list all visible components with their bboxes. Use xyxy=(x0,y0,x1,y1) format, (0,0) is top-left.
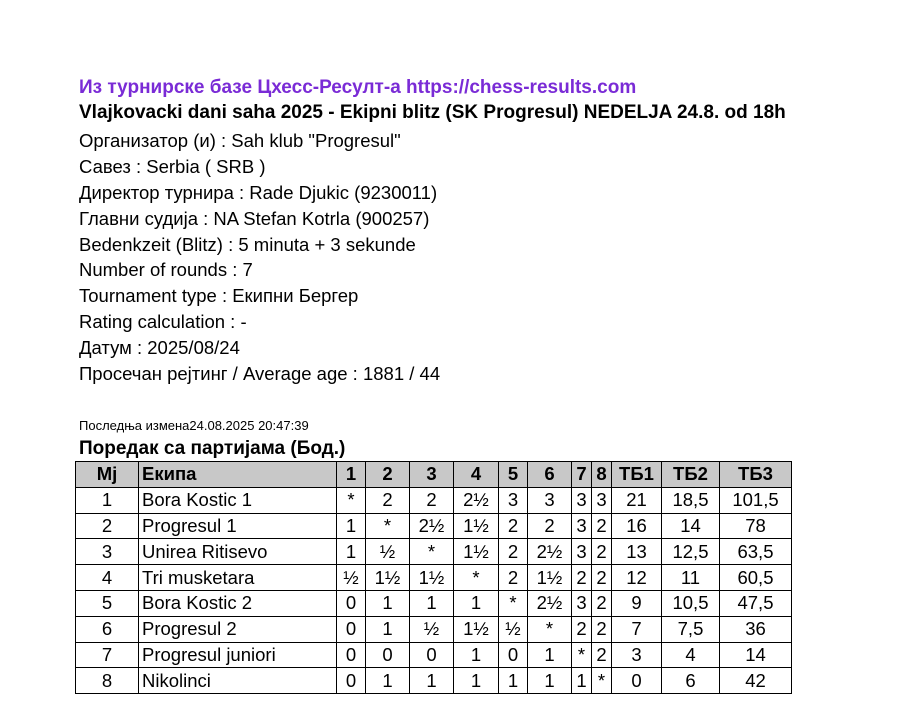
score-cell: 18,5 xyxy=(662,487,720,513)
score-cell: 63,5 xyxy=(720,539,792,565)
rank-cell: 5 xyxy=(76,590,139,616)
score-cell: 3 xyxy=(572,539,592,565)
score-cell: ½ xyxy=(499,616,528,642)
rank-cell: 1 xyxy=(76,487,139,513)
score-cell: 1 xyxy=(528,642,572,668)
score-cell: ½ xyxy=(337,565,366,591)
score-cell: 2 xyxy=(572,565,592,591)
section-title: Поредак са партијама (Бод.) xyxy=(79,438,346,459)
last-update: Последња измена24.08.2025 20:47:39 xyxy=(79,418,309,433)
score-cell: 1 xyxy=(366,668,410,694)
score-cell: 10,5 xyxy=(662,590,720,616)
info-average: Просечан рејтинг / Average age : 1881 / 44 xyxy=(79,363,441,385)
score-cell: 2½ xyxy=(528,539,572,565)
score-cell: 0 xyxy=(337,642,366,668)
rank-cell: 3 xyxy=(76,539,139,565)
score-cell: 1 xyxy=(454,668,499,694)
score-cell: 3 xyxy=(499,487,528,513)
score-cell: * xyxy=(572,642,592,668)
score-cell: 1½ xyxy=(454,513,499,539)
info-director: Директор турнира : Rade Djukic (9230011) xyxy=(79,181,438,203)
score-cell: * xyxy=(337,487,366,513)
score-cell: 1 xyxy=(499,668,528,694)
info-organizer: Организатор (и) : Sah klub "Progresul" xyxy=(79,130,401,151)
score-cell: 0 xyxy=(337,616,366,642)
score-cell: ½ xyxy=(410,616,454,642)
score-cell: 3 xyxy=(572,487,592,513)
score-cell: 14 xyxy=(662,513,720,539)
score-cell: 1½ xyxy=(528,565,572,591)
team-name-cell: Nikolinci xyxy=(139,668,337,694)
score-cell: 0 xyxy=(337,668,366,694)
column-header: ТБ2 xyxy=(662,462,720,488)
score-cell: 36 xyxy=(720,616,792,642)
score-cell: 7 xyxy=(612,616,662,642)
score-cell: 1½ xyxy=(366,565,410,591)
score-cell: 1 xyxy=(454,642,499,668)
score-cell: 1½ xyxy=(454,539,499,565)
column-header: 2 xyxy=(366,462,410,488)
score-cell: 2 xyxy=(592,590,612,616)
score-cell: 1 xyxy=(454,590,499,616)
source-line: Из турнирске базе Цхесс-Ресулт-а https://chess-results.com xyxy=(79,77,637,98)
table-row xyxy=(76,642,792,668)
score-cell: 9 xyxy=(612,590,662,616)
table-row xyxy=(76,590,792,616)
score-cell: 1½ xyxy=(454,616,499,642)
score-cell: 2½ xyxy=(410,513,454,539)
column-header: 4 xyxy=(454,462,499,488)
score-cell: 14 xyxy=(720,642,792,668)
score-cell: 0 xyxy=(499,642,528,668)
score-cell: 6 xyxy=(662,668,720,694)
score-cell: * xyxy=(410,539,454,565)
score-cell: * xyxy=(366,513,410,539)
score-cell: 0 xyxy=(366,642,410,668)
score-cell: 47,5 xyxy=(720,590,792,616)
score-cell: 2 xyxy=(572,616,592,642)
rank-cell: 7 xyxy=(76,642,139,668)
info-date: Датум : 2025/08/24 xyxy=(79,337,240,359)
score-cell: 2 xyxy=(528,513,572,539)
rank-cell: 6 xyxy=(76,616,139,642)
team-name-cell: Progresul 1 xyxy=(139,513,337,539)
score-cell: 1 xyxy=(366,616,410,642)
score-cell: 1 xyxy=(572,668,592,694)
score-cell: 2 xyxy=(499,539,528,565)
column-header: 6 xyxy=(528,462,572,488)
score-cell: 2 xyxy=(592,616,612,642)
table-row xyxy=(76,616,792,642)
table-row xyxy=(76,513,792,539)
table-row xyxy=(76,565,792,591)
score-cell: 0 xyxy=(337,590,366,616)
tournament-info xyxy=(79,128,440,387)
tournament-title: Vlajkovacki dani saha 2025 - Ekipni blitz (SK Progresul) NEDELJA 24.8. od 18h xyxy=(79,102,786,123)
team-name-cell: Bora Kostic 2 xyxy=(139,590,337,616)
score-cell: 16 xyxy=(612,513,662,539)
rank-cell: 4 xyxy=(76,565,139,591)
score-cell: 3 xyxy=(592,487,612,513)
table-header-row xyxy=(76,462,792,488)
team-name-cell: Progresul juniori xyxy=(139,642,337,668)
score-cell: 2 xyxy=(499,565,528,591)
score-cell: 1 xyxy=(410,668,454,694)
info-chief-arbiter: Главни судија : NA Stefan Kotrla (900257) xyxy=(79,207,430,229)
score-cell: * xyxy=(592,668,612,694)
column-header: 1 xyxy=(337,462,366,488)
score-cell: 1 xyxy=(337,539,366,565)
score-cell: 12 xyxy=(612,565,662,591)
table-row xyxy=(76,668,792,694)
score-cell: * xyxy=(499,590,528,616)
score-cell: 2½ xyxy=(454,487,499,513)
column-header: ТБ1 xyxy=(612,462,662,488)
score-cell: 1 xyxy=(337,513,366,539)
score-cell: 2 xyxy=(410,487,454,513)
rank-cell: 8 xyxy=(76,668,139,694)
score-cell: 78 xyxy=(720,513,792,539)
score-cell: 101,5 xyxy=(720,487,792,513)
score-cell: * xyxy=(454,565,499,591)
score-cell: 21 xyxy=(612,487,662,513)
score-cell: 0 xyxy=(612,668,662,694)
table-row xyxy=(76,539,792,565)
score-cell: 4 xyxy=(662,642,720,668)
team-name-cell: Tri musketara xyxy=(139,565,337,591)
column-header: Mj xyxy=(76,462,139,488)
score-cell: 1 xyxy=(528,668,572,694)
score-cell: 2 xyxy=(499,513,528,539)
score-cell: 1 xyxy=(410,590,454,616)
score-cell: 7,5 xyxy=(662,616,720,642)
score-cell: 3 xyxy=(572,513,592,539)
info-rating-calc: Rating calculation : - xyxy=(79,311,247,333)
rank-cell: 2 xyxy=(76,513,139,539)
score-cell: 60,5 xyxy=(720,565,792,591)
score-cell: * xyxy=(528,616,572,642)
score-cell: 11 xyxy=(662,565,720,591)
info-rounds: Number of rounds : 7 xyxy=(79,259,253,281)
column-header: ТБ3 xyxy=(720,462,792,488)
info-tournament-type: Tournament type : Екипни Бергер xyxy=(79,285,359,307)
score-cell: 12,5 xyxy=(662,539,720,565)
score-cell: 42 xyxy=(720,668,792,694)
score-cell: 3 xyxy=(572,590,592,616)
team-name-cell: Unirea Ritisevo xyxy=(139,539,337,565)
column-header: Екипа xyxy=(139,462,337,488)
score-cell: 2 xyxy=(366,487,410,513)
column-header: 5 xyxy=(499,462,528,488)
score-cell: 2 xyxy=(592,539,612,565)
score-cell: 13 xyxy=(612,539,662,565)
score-cell: 1½ xyxy=(410,565,454,591)
score-cell: 2½ xyxy=(528,590,572,616)
column-header: 3 xyxy=(410,462,454,488)
score-cell: 2 xyxy=(592,642,612,668)
team-name-cell: Bora Kostic 1 xyxy=(139,487,337,513)
info-federation: Савез : Serbia ( SRB ) xyxy=(79,155,266,177)
score-cell: 2 xyxy=(592,565,612,591)
team-name-cell: Progresul 2 xyxy=(139,616,337,642)
score-cell: 0 xyxy=(410,642,454,668)
score-cell: ½ xyxy=(366,539,410,565)
score-cell: 2 xyxy=(592,513,612,539)
column-header: 8 xyxy=(592,462,612,488)
score-cell: 3 xyxy=(528,487,572,513)
score-cell: 1 xyxy=(366,590,410,616)
crosstable xyxy=(75,461,792,694)
column-header: 7 xyxy=(572,462,592,488)
score-cell: 3 xyxy=(612,642,662,668)
table-row xyxy=(76,487,792,513)
info-time-control: Bedenkzeit (Blitz) : 5 minuta + 3 sekunde xyxy=(79,233,416,255)
